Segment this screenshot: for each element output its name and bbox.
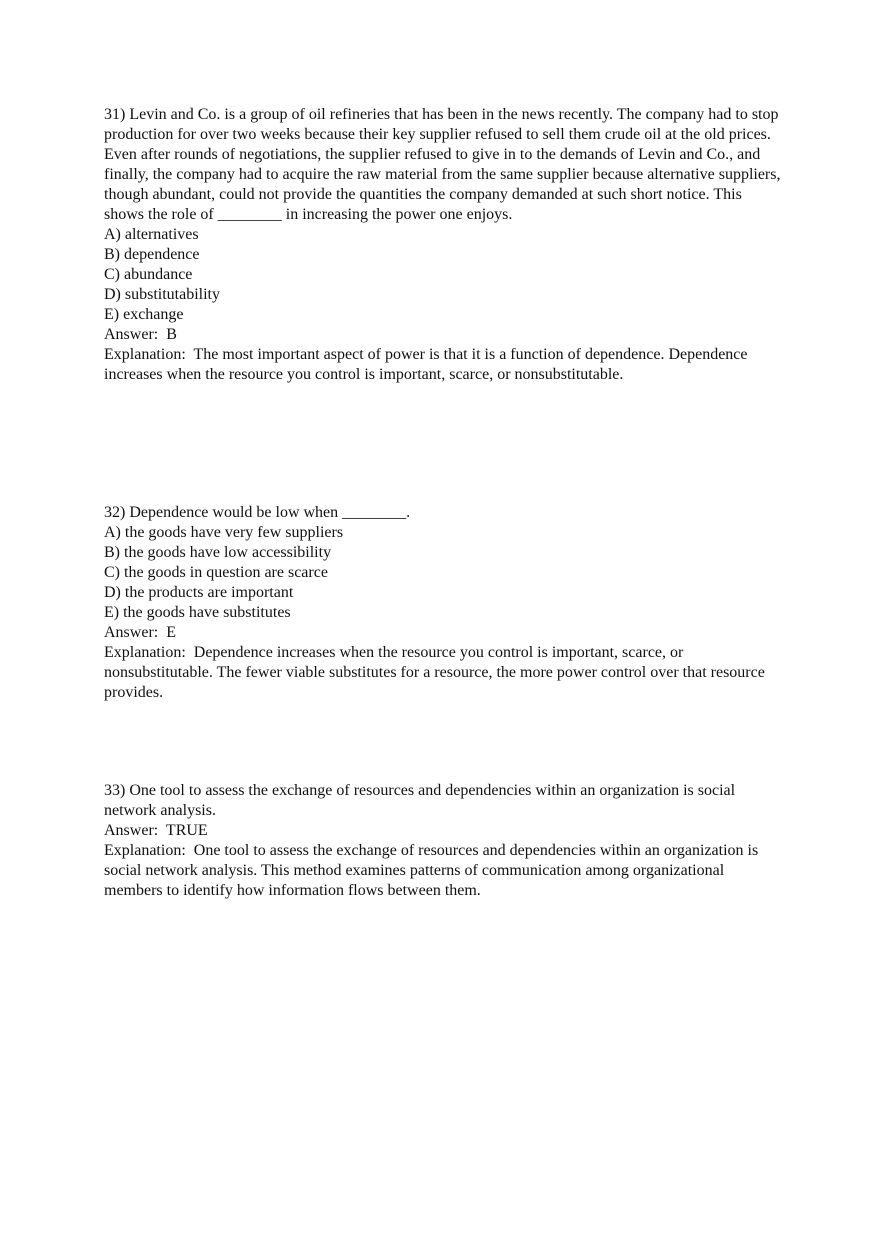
question-stem: 33) One tool to assess the exchange of resources and dependencies within an organization is social network analysis. <box>104 782 736 819</box>
option-b: B) the goods have low accessibility <box>104 544 332 561</box>
explanation-text: One tool to assess the exchange of resources and dependencies within an organization is social network analysis. This method examines patterns of communication among organizational members to identify how information flows between them. <box>104 842 759 899</box>
answer-label: Answer: <box>104 624 167 641</box>
question-stem: 32) Dependence would be low when ________. <box>104 504 411 521</box>
option-c: C) the goods in question are scarce <box>104 564 328 581</box>
explanation-line <box>104 841 784 901</box>
explanation-label: Explanation: <box>104 842 194 859</box>
option-a: A) the goods have very few suppliers <box>104 524 344 541</box>
explanation-label: Explanation: <box>104 346 194 363</box>
option-e: E) the goods have substitutes <box>104 604 291 621</box>
option-a: A) alternatives <box>104 226 199 243</box>
answer-value: B <box>166 326 177 343</box>
question-31 <box>104 105 784 503</box>
question-33 <box>104 781 784 901</box>
explanation-text: Dependence increases when the resource you control is important, scarce, or nonsubstitutable. The fewer viable substitutes for a resource, the more power control over that resource provides. <box>104 644 765 701</box>
option-b: B) dependence <box>104 246 200 263</box>
option-c: C) abundance <box>104 266 193 283</box>
explanation-line <box>104 345 784 385</box>
explanation-text: The most important aspect of power is that it is a function of dependence. Dependence increases when the resource you control is important, scarce, or nonsubstitutable. <box>104 346 748 383</box>
answer-label: Answer: <box>104 822 166 839</box>
answer-options <box>104 225 784 325</box>
answer-value: TRUE <box>165 822 208 839</box>
answer-line <box>104 325 784 345</box>
document-page <box>104 105 784 901</box>
answer-line <box>104 821 784 841</box>
explanation-line <box>104 643 784 703</box>
question-stem: 31) Levin and Co. is a group of oil refineries that has been in the news recently. The company had to stop production for over two weeks because their key supplier refused to sell them crude oil at the old prices. Even after rounds of negotiations, the supplier refused to give in to the demands of Levin and Co., and finally, the company had to acquire the raw material from the same supplier because alternative suppliers, though abundant, could not provide the quantities the company demanded at such short notice. This shows the role of ________ in increasing the power one enjoys. <box>104 106 781 223</box>
answer-options <box>104 523 784 623</box>
answer-value: E <box>166 624 176 641</box>
option-e: E) exchange <box>104 306 184 323</box>
answer-line <box>104 623 784 643</box>
answer-label: Answer: <box>104 326 167 343</box>
question-32 <box>104 503 784 781</box>
option-d: D) substitutability <box>104 286 220 303</box>
option-d: D) the products are important <box>104 584 294 601</box>
explanation-label: Explanation: <box>104 644 194 661</box>
